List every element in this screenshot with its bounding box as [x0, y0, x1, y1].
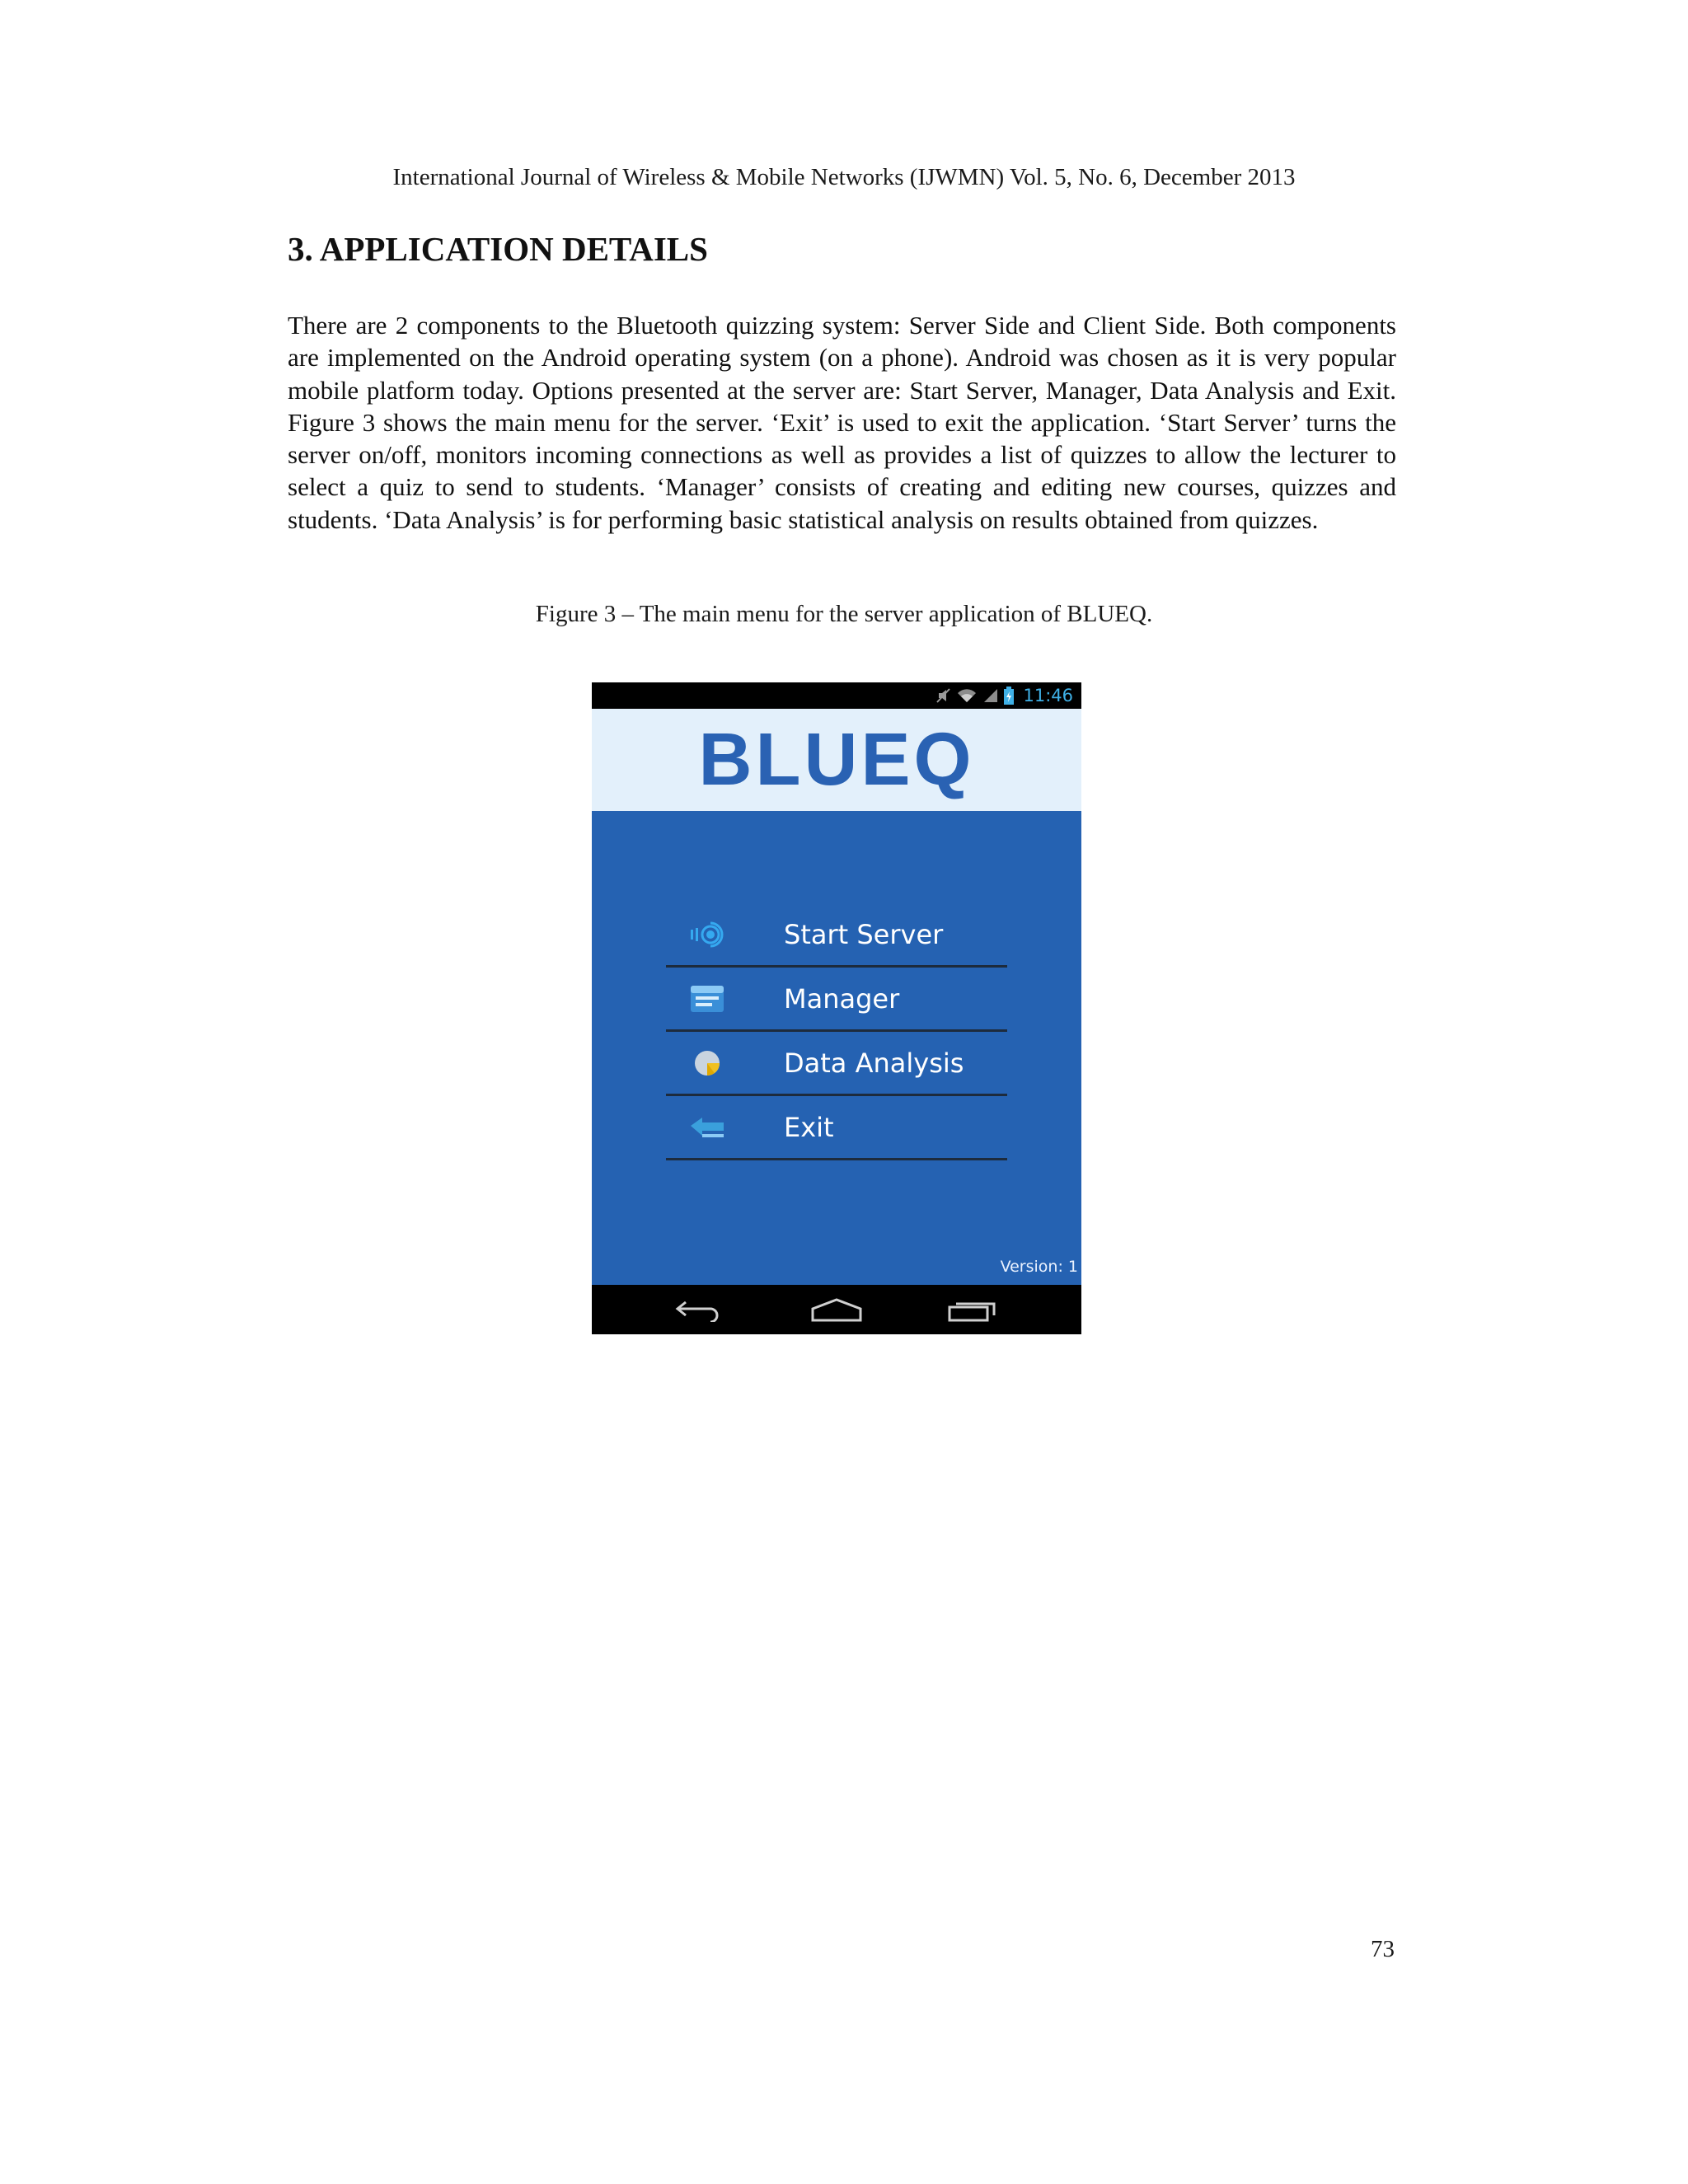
home-nav-icon[interactable] — [811, 1297, 862, 1322]
app-title-banner — [592, 709, 1081, 811]
mute-icon — [936, 687, 951, 704]
figure-caption: Figure 3 – The main menu for the server application of BLUEQ. — [535, 601, 1153, 627]
menu-item-data-analysis[interactable] — [666, 1032, 1007, 1096]
status-bar — [592, 682, 1081, 709]
wifi-icon — [956, 687, 978, 704]
pie-chart-icon — [689, 1048, 725, 1078]
body-paragraph: There are 2 components to the Bluetooth quizzing system: Server Side and Client Side. Both components are implemented on the Android operating system (on a phone). Android was chosen as it is very popular mobile platform today. Options presented at the server are: Start Server, Manager, Data Analysis and Exit. Figure 3 shows the main menu for the server. ‘Exit’ is used to exit the application. ‘Start Server’ turns the server on/off, monitors incoming connections as well as provides a list of quizzes to allow the lecturer to select a quiz to send to students. ‘Manager’ consists of creating and editing new courses, quizzes and students. ‘Data Analysis’ is for performing basic statistical analysis on results obtained from quizzes. — [288, 311, 1396, 534]
recent-apps-icon[interactable] — [948, 1297, 997, 1322]
back-arrow-icon — [689, 1113, 725, 1142]
menu-item-label: Data Analysis — [784, 1047, 964, 1079]
menu-item-start-server[interactable] — [666, 903, 1007, 968]
signal-icon — [982, 687, 999, 704]
phone-screenshot — [592, 682, 1081, 1334]
status-icons — [936, 686, 1014, 705]
menu-item-exit[interactable] — [666, 1096, 1007, 1160]
menu-item-label: Exit — [784, 1112, 834, 1143]
main-menu — [666, 903, 1007, 1160]
menu-item-manager[interactable] — [666, 968, 1007, 1032]
status-time: 11:46 — [1023, 686, 1073, 705]
running-header: International Journal of Wireless & Mobile Networks (IJWMN) Vol. 5, No. 6, December 2013 — [392, 164, 1296, 190]
menu-item-label: Start Server — [784, 919, 944, 950]
menu-item-label: Manager — [784, 983, 900, 1015]
manager-icon — [689, 984, 725, 1014]
version-label: Version: 1 — [1000, 1258, 1078, 1276]
section-title: 3. APPLICATION DETAILS — [288, 230, 708, 268]
android-nav-bar — [592, 1285, 1081, 1334]
app-title: BLUEQ — [698, 719, 975, 801]
battery-icon — [1004, 687, 1014, 705]
back-nav-icon[interactable] — [674, 1297, 722, 1322]
page-number: 73 — [1371, 1936, 1395, 1962]
broadcast-icon — [689, 920, 725, 949]
